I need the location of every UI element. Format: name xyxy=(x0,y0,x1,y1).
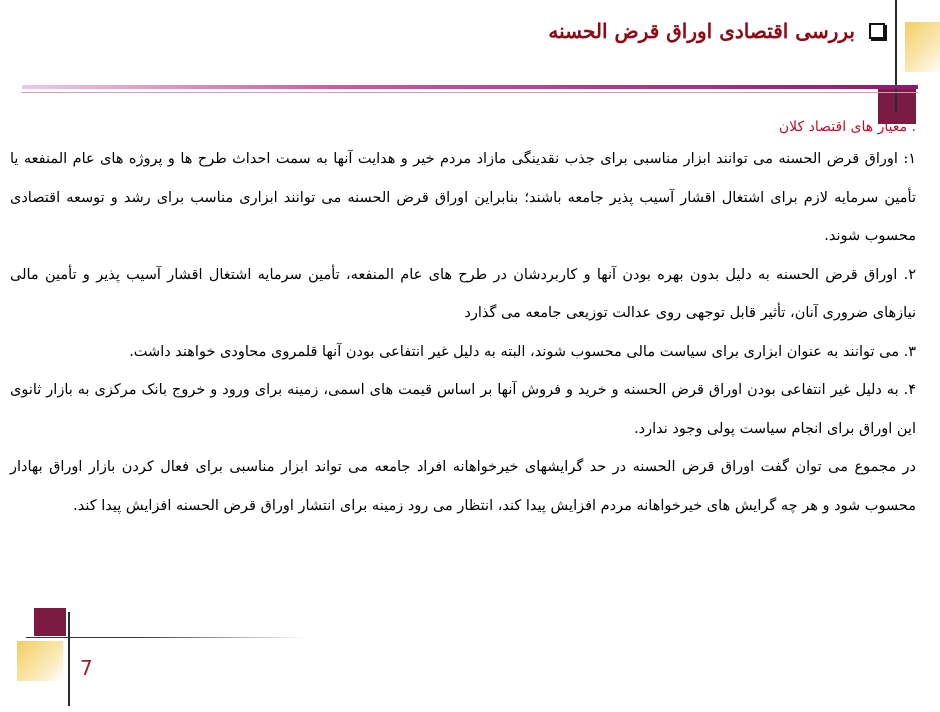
bottom-left-maroon-block xyxy=(34,608,66,636)
slide-title: بررسی اقتصادی اوراق قرض الحسنه xyxy=(548,19,855,43)
bottom-left-vertical-line xyxy=(68,612,70,706)
bottom-left-gold-block xyxy=(17,641,63,681)
checkbox-icon xyxy=(869,23,885,39)
bottom-left-horizontal-line xyxy=(26,637,306,638)
paragraph-1: ۱: اوراق قرض الحسنه می توانند ابزار مناسبی برای جذب نقدینگی مازاد مردم خیر و هدایت آنها به سمت احداث طرح ها و پروژه های عام المنفعه یا تأمین سرمایه لازم برای اشتغال اقشار آسیب پذیر جامعه باشند؛ بنابراین اوراق قرض الحسنه می توانند ابزاری مناسب برای رشد و توسعه اقتصادی محسوب شوند. xyxy=(10,151,916,244)
paragraph-summary: در مجموع می توان گفت اوراق قرض الحسنه در حد گرایشهای خیرخواهانه افراد جامعه می تواند ابزار مناسبی برای فعال کردن بازار اوراق بهادار محسوب شود و هر چه گرایش های خیرخواهانه مردم افزایش پیدا کند، انتظار می رود زمینه برای انتشار اوراق قرض الحسنه افزایش پیدا کند. xyxy=(10,459,916,514)
paragraph-3: ۳. می توانند به عنوان ابزاری برای سیاست مالی محسوب شوند، البته به دلیل غیر انتفاعی بودن آنها قلمروی محاودی خواهند داشت. xyxy=(129,343,916,360)
subheading: . معیار های اقتصاد کلان xyxy=(778,119,916,135)
slide-body xyxy=(10,114,916,525)
top-right-vertical-line xyxy=(895,0,897,112)
title-row xyxy=(548,14,885,48)
paragraph-4: ۴. به دلیل غیر انتفاعی بودن اوراق قرض الحسنه و خرید و فروش آنها بر اساس قیمت های اسمی، زمینه برای ورود و خروج بانک مرکزی به بازار ثانوی این اوراق برای انجام سیاست پولی وجود ندارد. xyxy=(10,382,916,437)
top-right-gold-block xyxy=(905,22,940,72)
header-rule xyxy=(22,85,918,89)
paragraph-2: ۲. اوراق قرض الحسنه به دلیل بدون بهره بودن آنها و کاربردشان در طرح های عام المنفعه، تأمین سرمایه اشتغال اقشار آسیب پذیر و تأمین مالی نیازهای ضروری آنان، تأثیر قابل توجهی روی عدالت توزیعی جامعه می گذارد xyxy=(10,266,916,321)
header-rule-thin xyxy=(22,92,918,93)
page-number: 7 xyxy=(80,656,93,680)
